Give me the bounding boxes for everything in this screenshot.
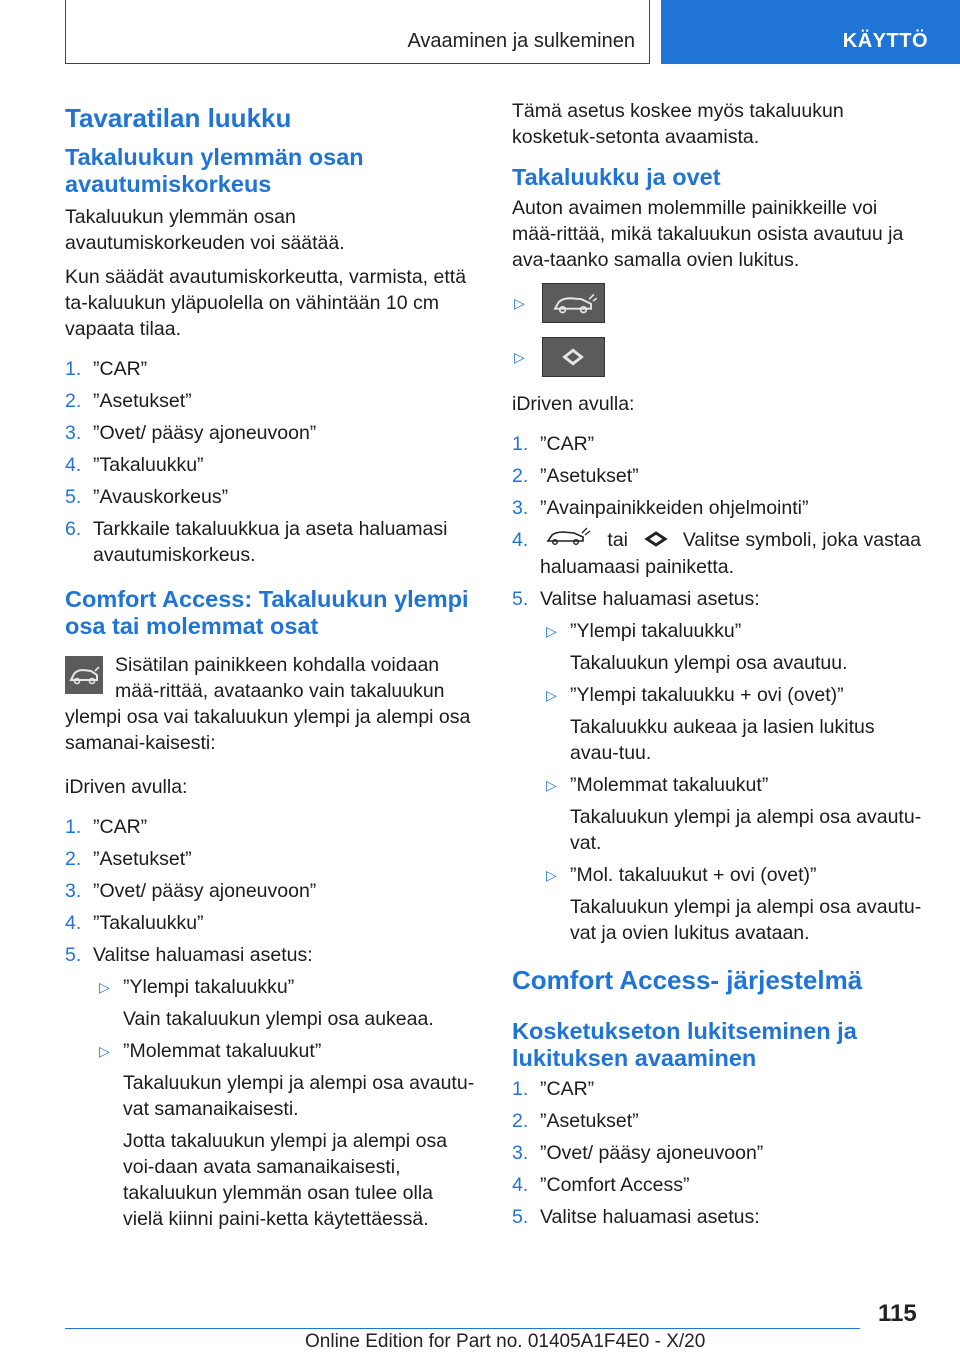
section-heading-opening-height: Takaluukun ylemmän osan avautumiskorkeus — [65, 144, 364, 197]
options-list — [540, 618, 927, 946]
option-item: ▷ ”Ylempi takaluukku” Vain takaluukun ylempi osa aukeaa. — [99, 976, 434, 1030]
paragraph: Tämä asetus koskee myös takaluukun kosketuk-setonta avaamista. — [512, 100, 844, 148]
paragraph: Takaluukun ylemmän osan avautumiskorkeuden voi säätää. — [65, 206, 345, 254]
section-heading-trunk-and-doors: Takaluukku ja ovet — [512, 164, 721, 190]
section-heading-comfort-access-system: Comfort Access- järjestelmä — [512, 965, 863, 996]
list-item: 1. ”CAR” — [512, 1078, 595, 1101]
list-item: 4. tai Valitse symboli, joka vastaa haluamaasi painiketta. — [512, 529, 921, 579]
list-item: 4. ”Comfort Access” — [512, 1174, 690, 1197]
list-item: 3. ”Ovet/ pääsy ajoneuvoon” — [65, 422, 317, 444]
list-item: 5. Valitse haluamasi asetus: ▷ ”Ylempi takaluukku” Vain takaluukun ylempi osa aukeaa. ▷ ”Molemmat takaluukut” Takaluukun ylempi ja alempi osa avautu-vat samanaikaisesti. Jotta takaluukun ylempi ja alempi osa voi-daan avata samanaikaisesti, takaluukun ylemmän osan tulee olla vielä kiinni paini-ketta käytettäessä. — [65, 942, 477, 1232]
car-trunk-icon — [544, 527, 594, 554]
diamond-arrows-icon — [542, 337, 605, 377]
list-item: 2. ”Asetukset” — [65, 848, 192, 870]
list-item: 2. ”Asetukset” — [512, 465, 639, 487]
list-item: 5. Valitse haluamasi asetus: — [512, 1206, 760, 1229]
page-title: Tavaratilan luukku — [65, 103, 292, 133]
list-item: 3. ”Avainpainikkeiden ohjelmointi” — [512, 497, 809, 519]
left-column — [65, 98, 477, 1238]
list-item: 6. Tarkkaile takaluukkua ja aseta haluamasi avautumiskorkeus. — [65, 518, 448, 566]
right-column — [512, 98, 927, 1236]
idrive-label: iDriven avulla: — [65, 776, 188, 798]
page-number: 115 — [878, 1300, 917, 1327]
list-item: 1. ”CAR” — [512, 433, 595, 455]
paragraph: Auton avaimen molemmille painikkeille voi mää-rittää, mikä takaluukun osista avautuu ja ava-taanko samalla ovien lukitus. — [512, 197, 904, 271]
steps-list — [65, 814, 477, 1232]
option-item: ▷ ”Molemmat takaluukut” Takaluukun ylempi ja alempi osa avautu-vat samanaikaisesti. Jotta takaluukun ylempi ja alempi osa voi-daan avata samanaikaisesti, takaluukun ylemmän osan tulee olla vielä kiinni paini-ketta käytettäessä. — [99, 1040, 475, 1230]
header-chapter-tab — [661, 0, 960, 64]
option-item: ▷ ”Mol. takaluukut + ovi (ovet)” Takaluukun ylempi ja alempi osa avautu-vat ja ovien lukitus avataan. — [546, 864, 922, 945]
steps-list — [512, 431, 927, 946]
list-item: 3. ”Ovet/ pääsy ajoneuvoon” — [512, 1142, 764, 1165]
list-item: 2. ”Asetukset” — [65, 390, 192, 412]
option-item: ▷ ”Ylempi takaluukku” Takaluukun ylempi osa avautuu. — [546, 620, 848, 675]
footer-divider — [65, 1328, 860, 1329]
paragraph-with-icon: Sisätilan painikkeen kohdalla voidaan mää-rittää, avataanko vain takaluukun ylempi osa vai takaluukun ylempi ja alempi osa samanai-kaisesti: — [65, 654, 471, 754]
header-section-title: Avaaminen ja sulkeminen — [407, 30, 635, 52]
key-button-diamond: ▷ — [512, 337, 927, 377]
list-item: 1. ”CAR” — [65, 358, 148, 380]
list-item: 1. ”CAR” — [65, 816, 148, 838]
list-item: 4. ”Takaluukku” — [65, 912, 204, 934]
footer-edition: Online Edition for Part no. 01405A1F4E0 - X/20 — [305, 1331, 706, 1352]
car-trunk-icon — [542, 283, 605, 323]
option-item: ▷ ”Molemmat takaluukut” Takaluukun ylempi ja alempi osa avautu-vat. — [546, 774, 922, 855]
list-item: 5. Valitse haluamasi asetus: ▷ ”Ylempi takaluukku” Takaluukun ylempi osa avautuu. ▷ ”Ylempi takaluukku + ovi (ovet)” Takaluukku aukeaa ja lasien lukitus avau-tuu. ▷ ”Molemmat takaluukut” Takaluukun ylempi ja alempi osa avautu-vat. ▷ ”Mol. takaluukut + ovi (ovet)” Takaluukun ylempi ja alempi osa avautu-vat ja ovien lukitus avataan. — [512, 586, 927, 946]
key-button-trunk: ▷ — [512, 283, 927, 323]
list-item: 2. ”Asetukset” — [512, 1110, 639, 1133]
options-list — [93, 974, 477, 1232]
list-item: 4. ”Takaluukku” — [65, 454, 204, 476]
steps-list — [65, 356, 477, 568]
section-heading-comfort-access: Comfort Access: Takaluukun ylempi osa tai molemmat osat — [65, 586, 469, 639]
list-item: 5. ”Avauskorkeus” — [65, 486, 229, 508]
diamond-arrows-icon — [641, 528, 671, 554]
steps-list — [512, 1076, 927, 1230]
header-section-tab — [65, 0, 650, 64]
idrive-label: iDriven avulla: — [512, 393, 635, 415]
list-item: 3. ”Ovet/ pääsy ajoneuvoon” — [65, 880, 317, 902]
car-trunk-icon — [65, 656, 103, 694]
paragraph: Kun säädät avautumiskorkeutta, varmista, että ta-kaluukun yläpuolella on vähintään 10 cm vapaata tilaa. — [65, 266, 467, 340]
section-heading-keyless-locking: Kosketukseton lukitseminen ja lukituksen avaaminen — [512, 1018, 857, 1072]
header-chapter-title: KÄYTTÖ — [842, 30, 928, 52]
option-item: ▷ ”Ylempi takaluukku + ovi (ovet)” Takaluukku aukeaa ja lasien lukitus avau-tuu. — [546, 684, 875, 765]
